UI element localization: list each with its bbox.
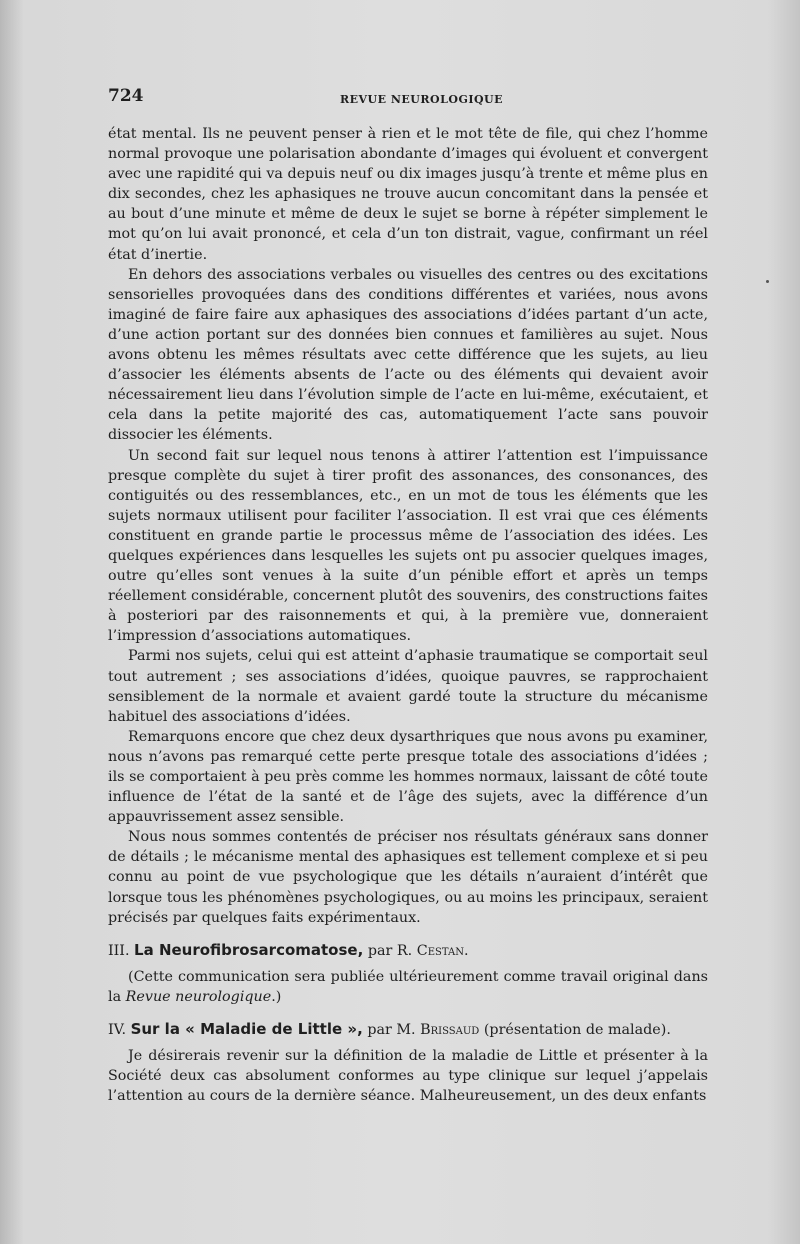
section-number: III. bbox=[108, 942, 130, 959]
section-author: Brissaud bbox=[420, 1022, 480, 1039]
speck-mark bbox=[766, 280, 769, 283]
section-heading-3 bbox=[108, 940, 708, 961]
section-by: par R. bbox=[367, 942, 413, 959]
body-text bbox=[108, 124, 708, 1106]
section-suffix: (présentation de malade). bbox=[483, 1022, 671, 1039]
running-title: REVUE NEUROLOGIQUE bbox=[340, 93, 504, 106]
paragraph: Remarquons encore que chez deux dysarthriques que nous avons pu examiner, nous n’avons pas remarqué cette perte presque totale des associations d’idées ; ils se comportaient à peu près comme les hommes normaux, laissant de côté toute influence de l’état de la santé et de l’âge des sujets, avec la différence d’un appauvrissement assez sensible. bbox=[108, 728, 708, 826]
section-heading-4 bbox=[108, 1019, 708, 1040]
paragraph: Un second fait sur lequel nous tenons à attirer l’attention est l’impuissance presque complète du sujet à tirer profit des assonances, des consonances, des contiguités ou des ressemblances, etc., en un mot de tous les éléments que les sujets normaux utilisent pour faciliter l’association. Il est vrai que ces éléments constituent en grande partie le processus même de l’association des idées. Les quelques expériences dans lesquelles les sujets ont pu associer quelques images, outre qu’elles sont venues à la suite d’un pénible effort et après un temps réellement considérable, concernent plutôt des souvenirs, des constructions faites à posteriori par des raisonnements et qui, à la première vue, donneraient l’impression d’associations automatiques. bbox=[108, 447, 708, 645]
paragraph: Je désirerais revenir sur la définition de la maladie de Little et présenter à la Société deux cas absolument conformes au type clinique sur lequel j’appelais l’attention au cours de la dernière séance. Malheureusement, un des deux enfants bbox=[108, 1048, 708, 1105]
note-text: (Cette communication sera publiée ultérieurement comme travail original dans la bbox=[108, 968, 708, 1005]
section-title: La Neurofibrosarcomatose, bbox=[134, 940, 364, 959]
section-title: Sur la « Maladie de Little », bbox=[130, 1020, 363, 1039]
paragraph: Nous nous sommes contentés de préciser nos résultats généraux sans donner de détails ; le mécanisme mental des aphasiques est tellement complexe et si peu connu au point de vue psychologique que les détails n’auraient d’intérêt que lorsque tous les phénomènes psychologiques, ou au moins les principaux, seraient précisés par quelques faits expérimentaux. bbox=[108, 829, 708, 926]
note-text-end: .) bbox=[271, 988, 282, 1005]
paragraph: état mental. Ils ne peuvent penser à rien et le mot tête de file, qui chez l’homme normal provoque une polarisation abondante d’images qui évoluent et convergent avec une rapidité qui va depuis neuf ou dix images jusqu’à trente et même plus en dix secondes, chez les aphasiques ne trouve aucun concomitant dans la pensée et au bout d’une minute et même de deux le sujet se borne à répéter simplement le mot qu’on lui avait prononcé, et cela d’un ton distrait, vague, confirmant un réel état d’inertie. bbox=[108, 126, 708, 263]
paragraph: En dehors des associations verbales ou visuelles des centres ou des excitations sensorielles provoquées dans des conditions différentes et variées, nous avons imaginé de faire faire aux aphasiques des associations d’idées partant d’un acte, d’une action portant sur des données bien connues et familières au sujet. Nous avons obtenu les mêmes résultats avec cette différence que les sujets, au lieu d’associer les éléments absents de l’acte ou des éléments qui devaient avoir nécessairement lieu dans l’évolution simple de l’acte en lui-même, exécutaient, et cela dans la petite majorité des cas, automatiquement l’acte sans pouvoir dissocier les éléments. bbox=[108, 266, 708, 444]
journal-name: Revue neurologique bbox=[125, 988, 272, 1005]
page-number: 724 bbox=[108, 86, 144, 106]
section-number: IV. bbox=[108, 1022, 127, 1039]
section-by: par M. bbox=[367, 1022, 416, 1039]
section-author: Cestan. bbox=[416, 942, 469, 959]
paragraph: Parmi nos sujets, celui qui est atteint d’aphasie traumatique se comportait seul tout autrement ; ses associations d’idées, quoique pauvres, se rapprochaient sensiblement de la normale et avaient gardé toute la structure du mécanisme habituel des associations d’idées. bbox=[108, 648, 708, 725]
page-header bbox=[108, 86, 708, 110]
section-note bbox=[108, 967, 708, 1007]
